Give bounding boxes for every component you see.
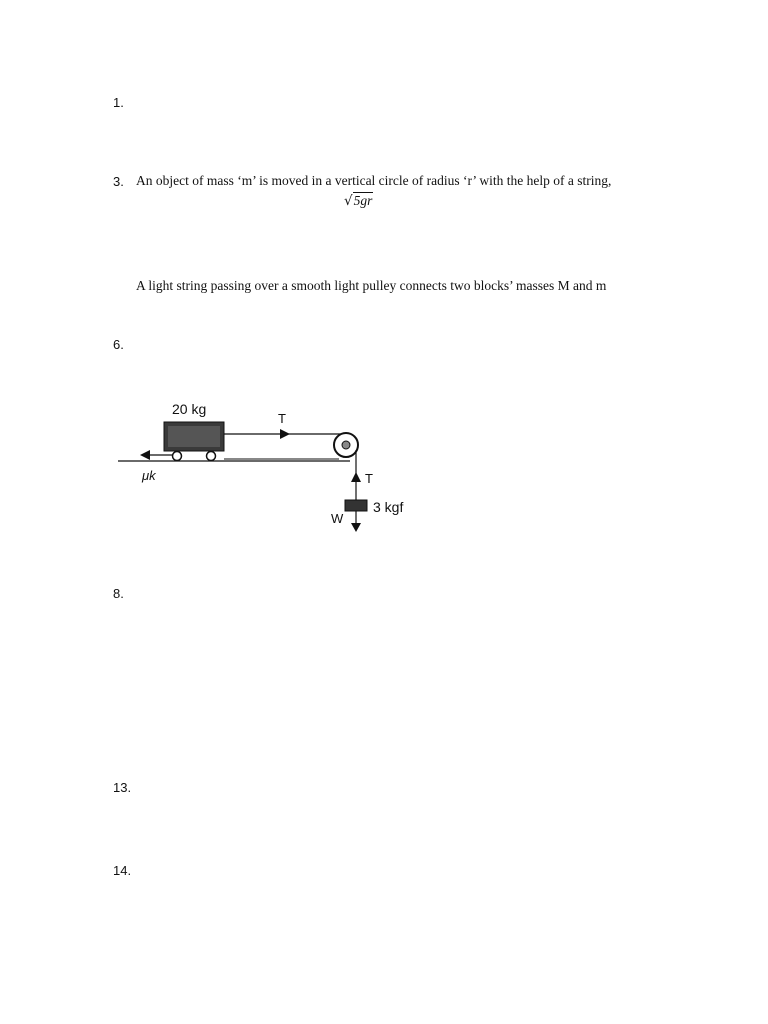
weight-label: W bbox=[331, 511, 344, 526]
block-wheel-left bbox=[173, 452, 182, 461]
sqrt-symbol: √ bbox=[344, 193, 353, 209]
question-number-6: 6. bbox=[113, 337, 124, 352]
friction-arrow-left bbox=[140, 450, 150, 460]
weight-arrow-down bbox=[351, 523, 361, 532]
question-number-3: 3. bbox=[113, 174, 124, 189]
tension-vertical-label: T bbox=[365, 471, 373, 486]
question-3-text: An object of mass ‘m’ is moved in a vertical circle of radius ‘r’ with the help of a string, bbox=[136, 173, 612, 188]
formula-radicand: 5gr bbox=[353, 193, 373, 208]
question-number-14: 14. bbox=[113, 863, 132, 878]
tension-top-label: T bbox=[278, 411, 286, 426]
block-texture bbox=[168, 426, 220, 447]
hanging-mass bbox=[345, 500, 367, 511]
question-number-1: 1. bbox=[113, 95, 124, 110]
block-mass-label: 20 kg bbox=[172, 401, 207, 417]
question-number-13: 13. bbox=[113, 780, 132, 795]
question-number-8: 8. bbox=[113, 586, 124, 601]
friction-label: μk bbox=[142, 468, 156, 483]
pulley-diagram bbox=[110, 392, 420, 537]
tension-arrow-up bbox=[351, 472, 361, 482]
tension-arrow-right bbox=[280, 429, 290, 439]
hanging-mass-label: 3 kgf bbox=[373, 499, 404, 515]
question-4-text: A light string passing over a smooth light pulley connects two blocks’ masses M and m bbox=[136, 278, 607, 293]
question-3-formula bbox=[344, 193, 373, 209]
block-wheel-right bbox=[207, 452, 216, 461]
pulley-axle bbox=[342, 441, 350, 449]
